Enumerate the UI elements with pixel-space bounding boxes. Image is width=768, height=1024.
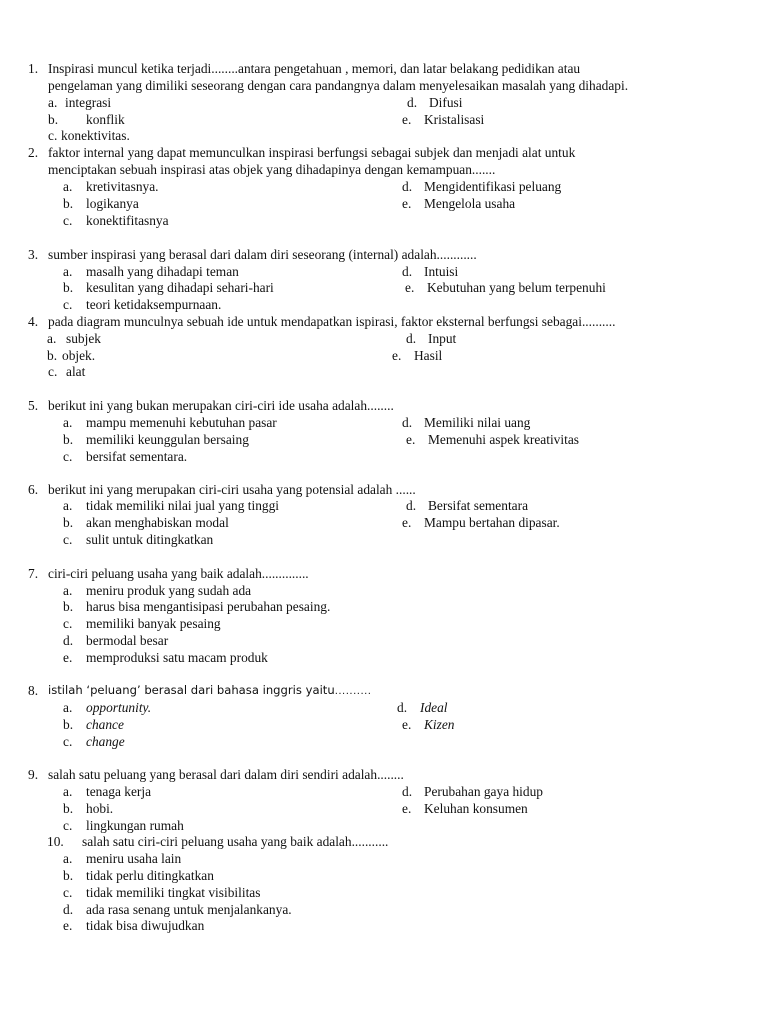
option-letter: e. [402,196,412,211]
option-text: harus bisa mengantisipasi perubahan pesaing. [86,599,331,614]
option-letter: d. [407,95,418,110]
option-letter: d. [402,784,413,799]
option-text: tenaga kerja [86,784,152,799]
question-text: pengelaman yang dimiliki seseorang dengan cara pandangnya dalam menyelesaikan masalah yang dihadapi. [48,78,629,93]
option-text: memiliki keunggulan bersaing [86,432,249,447]
option-text: tidak perlu ditingkatkan [86,868,214,883]
option-letter: e. [402,717,412,732]
option-text: Keluhan konsumen [424,801,528,816]
question-number: 6. [28,482,39,497]
option-letter: d. [402,415,413,430]
option-letter: e. [402,112,412,127]
option-text: Kristalisasi [424,112,485,127]
option-text: change [86,734,125,749]
option-letter: e. [63,650,73,665]
option-letter: a. [63,700,73,715]
option-text: Intuisi [424,264,459,279]
option-text: konektivitas. [61,128,130,143]
question-text: berikut ini yang merupakan ciri-ciri usaha yang potensial adalah ...... [48,482,416,497]
question-text: Inspirasi muncul ketika terjadi........antara pengetahuan , memori, dan latar belakang pedidikan atau [48,61,581,76]
option-text: sulit untuk ditingkatkan [86,532,214,547]
option-letter: c. [48,128,58,143]
question-number: 2. [28,145,39,160]
question-text: salah satu ciri-ciri peluang usaha yang baik adalah........... [82,834,389,849]
option-text: Hasil [414,348,443,363]
option-letter: c. [48,364,58,379]
option-letter: a. [63,415,73,430]
option-letter: d. [402,179,413,194]
option-letter: b. [47,348,58,363]
option-text: bersifat sementara. [86,449,188,464]
question-number: 8. [28,683,39,698]
option-letter: b. [63,717,74,732]
option-letter: c. [63,449,73,464]
question-number: 3. [28,247,39,262]
option-text: Memenuhi aspek kreativitas [428,432,579,447]
option-letter: a. [63,498,73,513]
option-text: memiliki banyak pesaing [86,616,221,631]
option-letter: a. [63,851,73,866]
option-text: Memiliki nilai uang [424,415,531,430]
option-letter: e. [392,348,402,363]
option-letter: e. [405,280,415,295]
option-text: opportunity. [86,700,152,715]
option-text: Mampu bertahan dipasar. [424,515,560,530]
option-text: logikanya [86,196,139,211]
option-text: tidak bisa diwujudkan [86,918,205,933]
option-text: tidak memiliki tingkat visibilitas [86,885,261,900]
option-letter: c. [63,213,73,228]
question-text: istilah ‘peluang’ berasal dari bahasa inggris yaitu.......... [48,683,372,697]
option-letter: a. [63,179,73,194]
option-text: tidak memiliki nilai jual yang tinggi [86,498,280,513]
question-number: 9. [28,767,39,782]
option-letter: d. [402,264,413,279]
option-letter: d. [406,498,417,513]
option-text: chance [86,717,124,732]
option-text: teori ketidaksempurnaan. [86,297,222,312]
option-letter: b. [63,432,74,447]
option-text: ada rasa senang untuk menjalankanya. [86,902,292,917]
option-text: Kizen [424,717,455,732]
option-letter: c. [63,818,73,833]
option-letter: d. [63,633,74,648]
answer-blank: .......... [334,686,372,697]
option-letter: b. [63,599,74,614]
option-text: integrasi [65,95,112,110]
question-number: 4. [28,314,39,329]
option-letter: a. [63,264,73,279]
option-text: memproduksi satu macam produk [86,650,268,665]
option-text: Mengelola usaha [424,196,516,211]
option-text: kesulitan yang dihadapi sehari-hari [86,280,274,295]
option-letter: a. [63,784,73,799]
question-text: salah satu peluang yang berasal dari dalam diri sendiri adalah........ [48,767,404,782]
option-text: konektifitasnya [86,213,169,228]
option-letter: d. [63,902,74,917]
question-text: berikut ini yang bukan merupakan ciri-ciri ide usaha adalah........ [48,398,394,413]
question-text: pada diagram munculnya sebuah ide untuk mendapatkan ispirasi, faktor eksternal berfungsi sebagai.......... [48,314,616,329]
option-letter: b. [63,196,74,211]
question-text: sumber inspirasi yang berasal dari dalam diri seseorang (internal) adalah............ [48,247,477,262]
question-text: faktor internal yang dapat memunculkan inspirasi berfungsi sebagai subjek dan menjadi alat untuk [48,145,576,160]
option-text: masalh yang dihadapi teman [86,264,239,279]
option-text: meniru produk yang sudah ada [86,583,252,598]
option-letter: c. [63,532,73,547]
option-letter: c. [63,734,73,749]
option-text: Kebutuhan yang belum terpenuhi [427,280,606,295]
option-text: akan menghabiskan modal [86,515,229,530]
question-number: 10. [47,834,64,849]
option-letter: e. [63,918,73,933]
option-text: Ideal [420,700,448,715]
option-text: Input [428,331,457,346]
option-text: hobi. [86,801,114,816]
option-letter: c. [63,885,73,900]
option-letter: b. [63,801,74,816]
option-text: Mengidentifikasi peluang [424,179,562,194]
question-number: 5. [28,398,39,413]
option-letter: e. [402,801,412,816]
option-text: subjek [66,331,101,346]
option-text: objek. [62,348,96,363]
option-letter: e. [402,515,412,530]
option-text: meniru usaha lain [86,851,182,866]
option-text: Perubahan gaya hidup [424,784,543,799]
option-letter: b. [63,868,74,883]
option-text: bermodal besar [86,633,169,648]
option-letter: a. [47,331,57,346]
question-number: 1. [28,61,39,76]
option-letter: c. [63,616,73,631]
option-text: mampu memenuhi kebutuhan pasar [86,415,277,430]
option-letter: e. [406,432,416,447]
question-text: ciri-ciri peluang usaha yang baik adalah.............. [48,566,309,581]
option-text: konflik [86,112,125,127]
question-text: menciptakan sebuah inspirasi atas objek yang dihadapinya dengan kemampuan....... [48,162,496,177]
option-text: lingkungan rumah [86,818,184,833]
option-text: kretivitasnya. [86,179,159,194]
option-letter: d. [397,700,408,715]
option-letter: b. [63,515,74,530]
option-letter: a. [63,583,73,598]
option-letter: c. [63,297,73,312]
option-text: alat [66,364,86,379]
option-letter: a. [48,95,58,110]
option-letter: d. [406,331,417,346]
option-letter: b. [48,112,59,127]
option-letter: b. [63,280,74,295]
question-number: 7. [28,566,39,581]
option-text: Difusi [429,95,463,110]
option-text: Bersifat sementara [428,498,529,513]
